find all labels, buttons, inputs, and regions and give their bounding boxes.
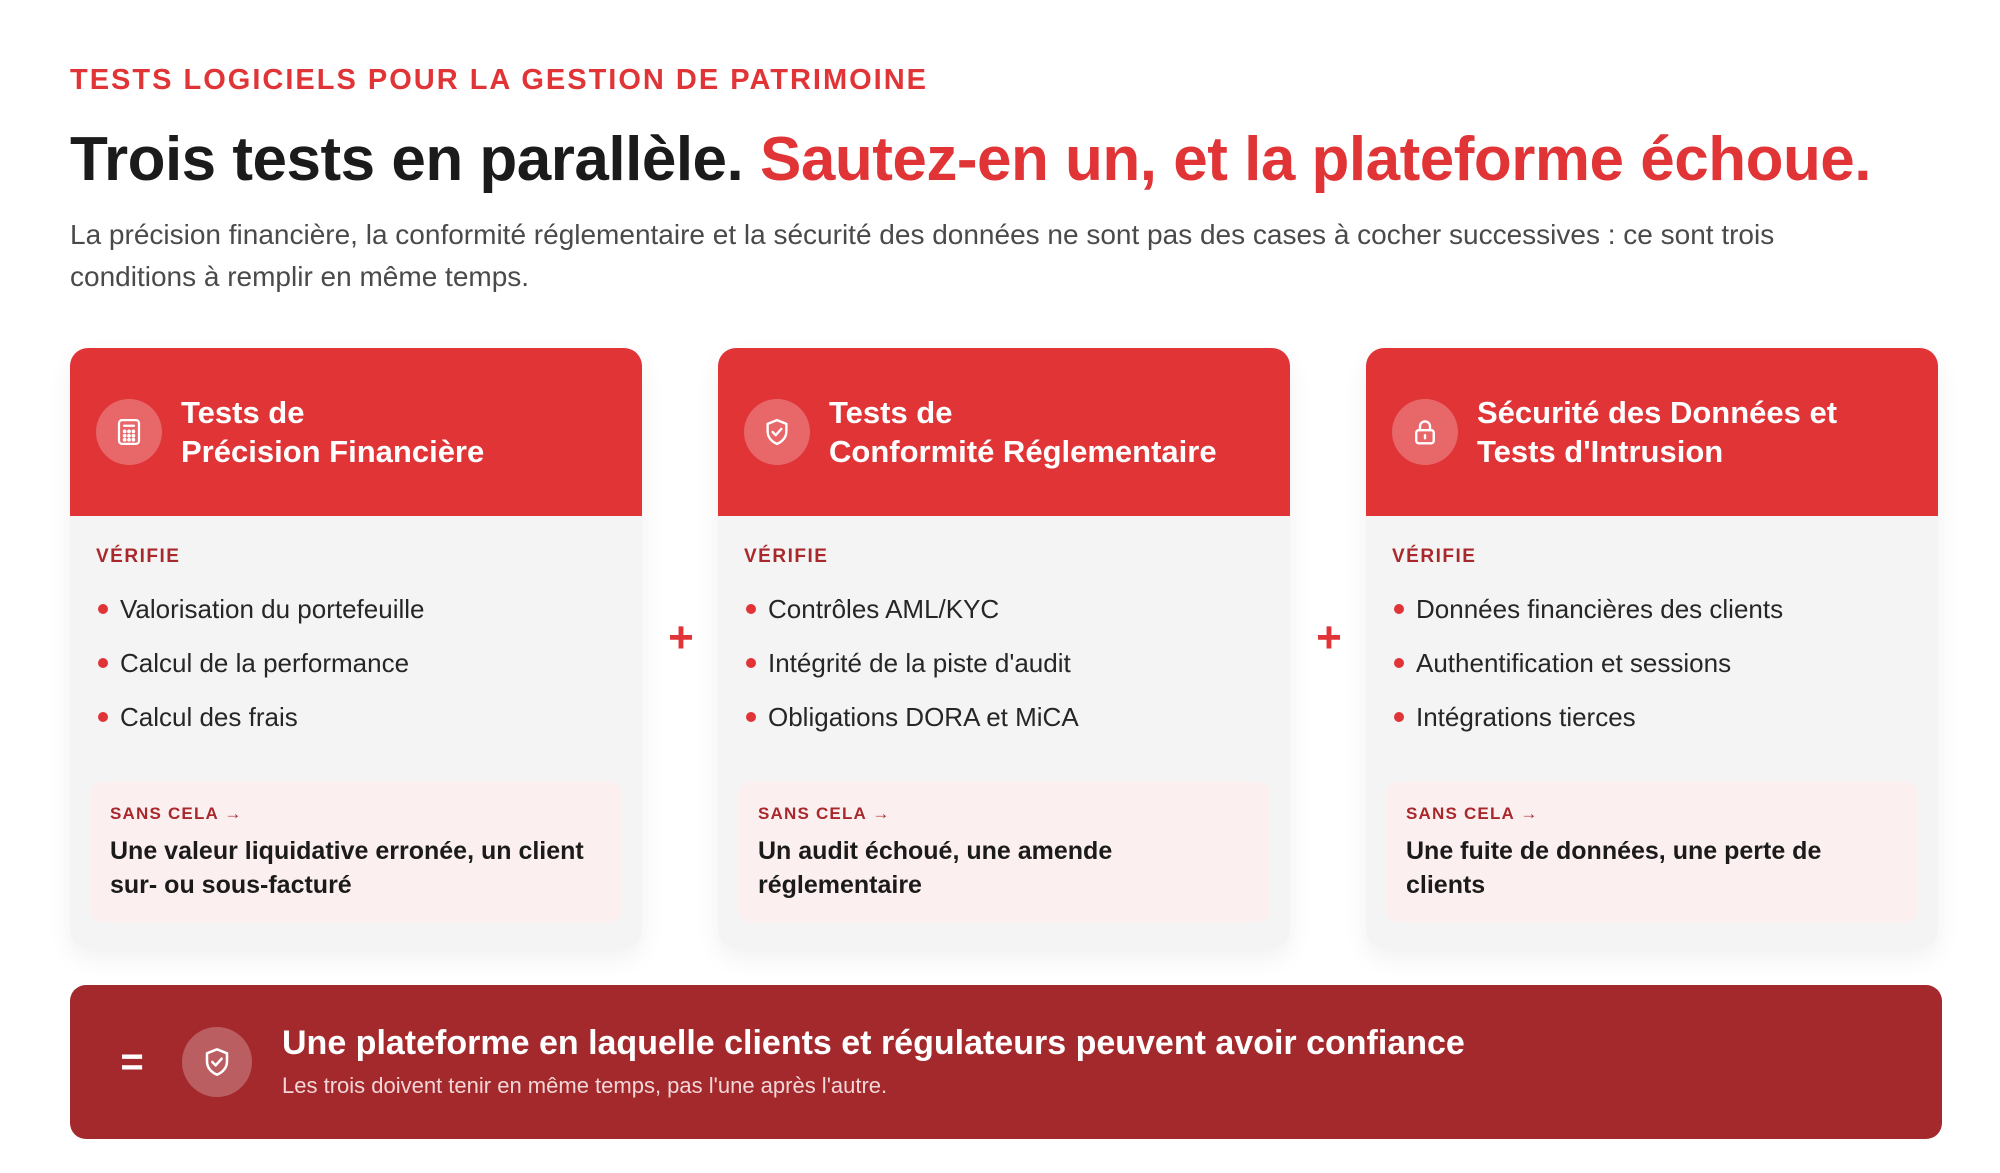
equals-operator: =: [120, 1039, 144, 1084]
card-regulatory-compliance: [718, 348, 1290, 948]
result-subtitle: Les trois doivent tenir en même temps, pas l'une après l'autre.: [282, 1073, 888, 1098]
without-box: [90, 782, 622, 922]
lock-icon: [1392, 399, 1458, 465]
list-item: Intégrations tierces: [1392, 690, 1912, 744]
list-item: Calcul des frais: [96, 690, 616, 744]
card-title-line-2: Tests d'Intrusion: [1477, 434, 1724, 469]
result-banner: [70, 985, 1942, 1139]
verifies-list: [1392, 582, 1912, 744]
calculator-icon: [96, 399, 162, 465]
test-cards: [70, 348, 1930, 948]
verifies-list: [744, 582, 1264, 744]
eyebrow-label: TESTS LOGICIELS POUR LA GESTION DE PATRIMOINE: [70, 64, 929, 96]
list-item: Données financières des clients: [1392, 582, 1912, 636]
card-title: [829, 393, 1217, 471]
card-title-line-2: Conformité Réglementaire: [829, 434, 1217, 469]
without-label: SANS CELA →: [110, 804, 243, 823]
lead-paragraph: La précision financière, la conformité réglementaire et la sécurité des données ne sont pas des cases à cocher successives : ce sont trois conditions à remplir en même temps.: [70, 219, 1775, 292]
card-body: [1366, 516, 1938, 744]
list-item: Intégrité de la piste d'audit: [744, 636, 1264, 690]
without-text: Une fuite de données, une perte de clients: [1406, 837, 1822, 899]
card-title-line-2: Précision Financière: [181, 434, 485, 469]
list-item: Contrôles AML/KYC: [744, 582, 1264, 636]
result-title: Une plateforme en laquelle clients et régulateurs peuvent avoir confiance: [282, 1024, 1465, 1062]
without-box: [1386, 782, 1918, 922]
plus-operator: +: [1316, 613, 1342, 662]
card-title-line-1: Sécurité des Données et: [1477, 395, 1838, 430]
list-item: Obligations DORA et MiCA: [744, 690, 1264, 744]
verifies-label: VÉRIFIE: [744, 546, 829, 567]
without-label: SANS CELA →: [1406, 804, 1539, 823]
card-title-line-1: Tests de: [181, 395, 305, 430]
verifies-list: [96, 582, 616, 744]
list-item: Authentification et sessions: [1392, 636, 1912, 690]
shield-check-icon: [182, 1027, 252, 1097]
without-box: [738, 782, 1270, 922]
verifies-label: VÉRIFIE: [96, 546, 181, 567]
list-item: Calcul de la performance: [96, 636, 616, 690]
card-title: [1477, 393, 1837, 471]
headline-part-2: Sautez-en un, et la plateforme échoue.: [760, 125, 1872, 194]
card-financial-precision: [70, 348, 642, 948]
card-header: [718, 348, 1290, 516]
without-text: Un audit échoué, une amende réglementaire: [758, 837, 1113, 899]
card-header: [1366, 348, 1938, 516]
card-body: [718, 516, 1290, 744]
page-headline: [70, 124, 1871, 195]
verifies-label: VÉRIFIE: [1392, 546, 1477, 567]
list-item: Valorisation du portefeuille: [96, 582, 616, 636]
result-text: [282, 1021, 1465, 1103]
shield-check-icon: [744, 399, 810, 465]
card-body: [70, 516, 642, 744]
headline-part-1: Trois tests en parallèle.: [70, 125, 744, 194]
without-text: Une valeur liquidative erronée, un client sur- ou sous-facturé: [110, 837, 584, 899]
card-title: [181, 393, 484, 471]
plus-operator: +: [668, 613, 694, 662]
without-label: SANS CELA →: [758, 804, 891, 823]
card-title-line-1: Tests de: [829, 395, 953, 430]
card-header: [70, 348, 642, 516]
card-data-security: [1366, 348, 1938, 948]
